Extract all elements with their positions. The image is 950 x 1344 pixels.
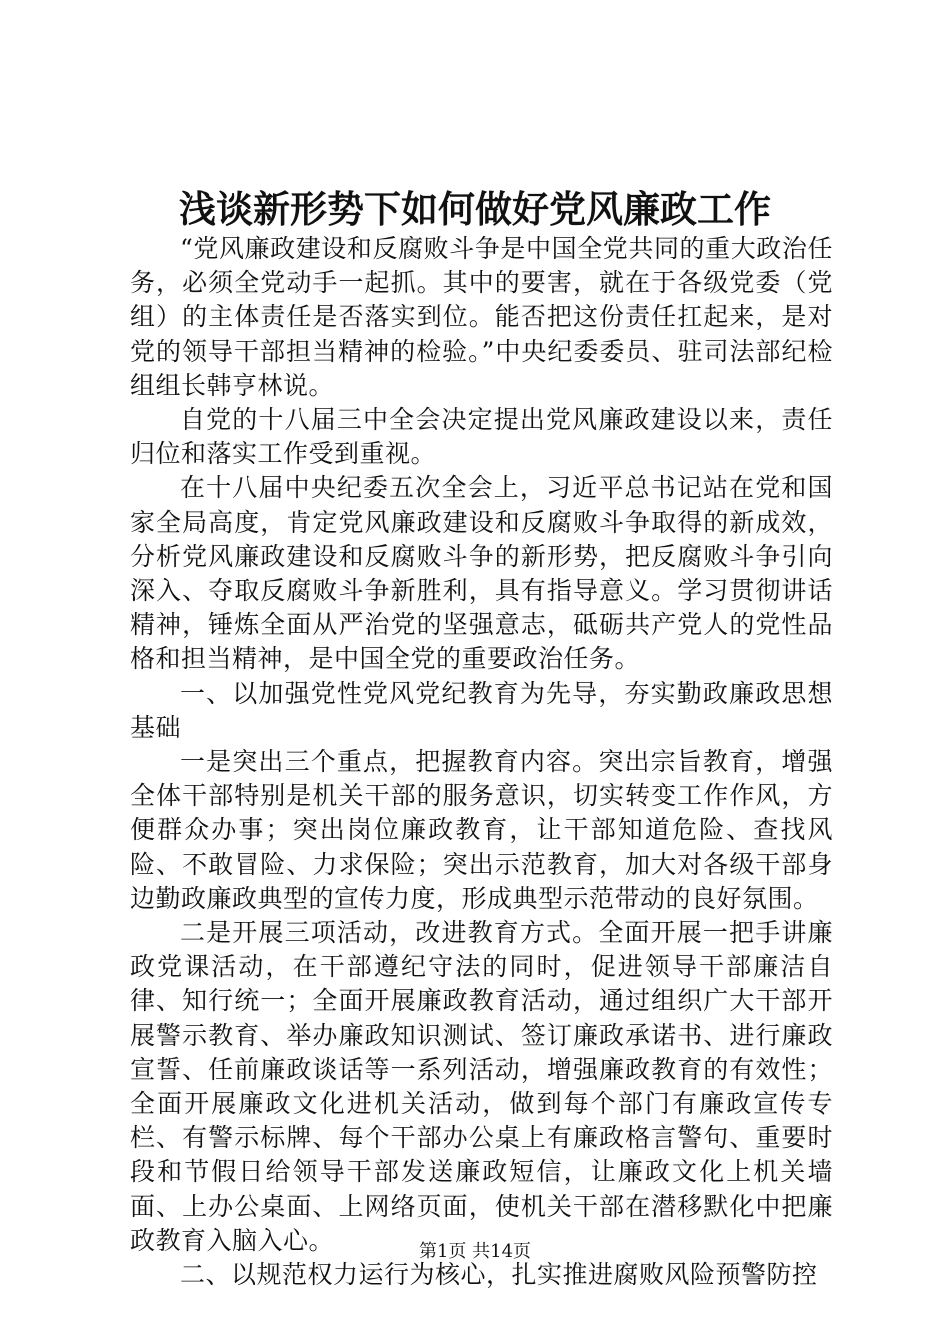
page-footer: 第1页 共14页 — [418, 1241, 532, 1262]
paragraph: 二是开展三项活动，改进教育方式。全面开展一把手讲廉政党课活动，在干部遵纪守法的同时，促进领导干部廉洁自律、知行统一；全面开展廉政教育活动，通过组织广大干部开展警示教育、举办廉政知识测试、签订廉政承诺书、进行廉政宣誓、任前廉政谈话等一系列活动，增强廉政教育的有效性；全面开展廉政文化进机关活动，做到每个部门有廉政宣传专栏、有警示标牌、每个干部办公桌上有廉政格言警句、重要时段和节假日给领导干部发送廉政短信，让廉政文化上机关墙面、上办公桌面、上网络页面，使机关干部在潜移默化中把廉政教育入脑入心。 — [130, 918, 833, 1255]
paragraph: “党风廉政建设和反腐败斗争是中国全党共同的重大政治任务，必须全党动手一起抓。其中的要害，就在于各级党委（党组）的主体责任是否落实到位。能否把这份责任扛起来，是对党的领导干部担当精神的检验。”中央纪委委员、驻司法部纪检组组长韩亨林说。 — [130, 234, 833, 400]
paragraph: 自党的十八届三中全会决定提出党风廉政建设以来，责任归位和落实工作受到重视。 — [130, 405, 833, 469]
paragraph: 一是突出三个重点，把握教育内容。突出宗旨教育，增强全体干部特别是机关干部的服务意识，切实转变工作作风，方便群众办事；突出岗位廉政教育，让干部知道危险、查找风险、不敢冒险、力求保险；突出示范教育，加大对各级干部身边勤政廉政典型的宣传力度，形成典型示范带动的良好氛围。 — [130, 747, 833, 913]
document-title: 浅谈新形势下如何做好党风廉政工作 — [179, 187, 771, 231]
section-heading: 二、以规范权力运行为核心，扎实推进腐败风险预警防控 — [180, 1260, 818, 1290]
section-heading: 一、以加强党性党风党纪教育为先导，夯实勤政廉政思想基础 — [130, 678, 833, 742]
paragraph: 在十八届中央纪委五次全会上，习近平总书记站在党和国家全局高度，肯定党风廉政建设和反腐败斗争取得的新成效，分析党风廉政建设和反腐败斗争的新形势，把反腐败斗争引向深入、夺取反腐败斗争新胜利，具有指导意义。学习贯彻讲话精神，锤炼全面从严治党的坚强意志，砥砺共产党人的党性品格和担当精神，是中国全党的重要政治任务。 — [130, 473, 833, 674]
document-body — [130, 232, 833, 1292]
